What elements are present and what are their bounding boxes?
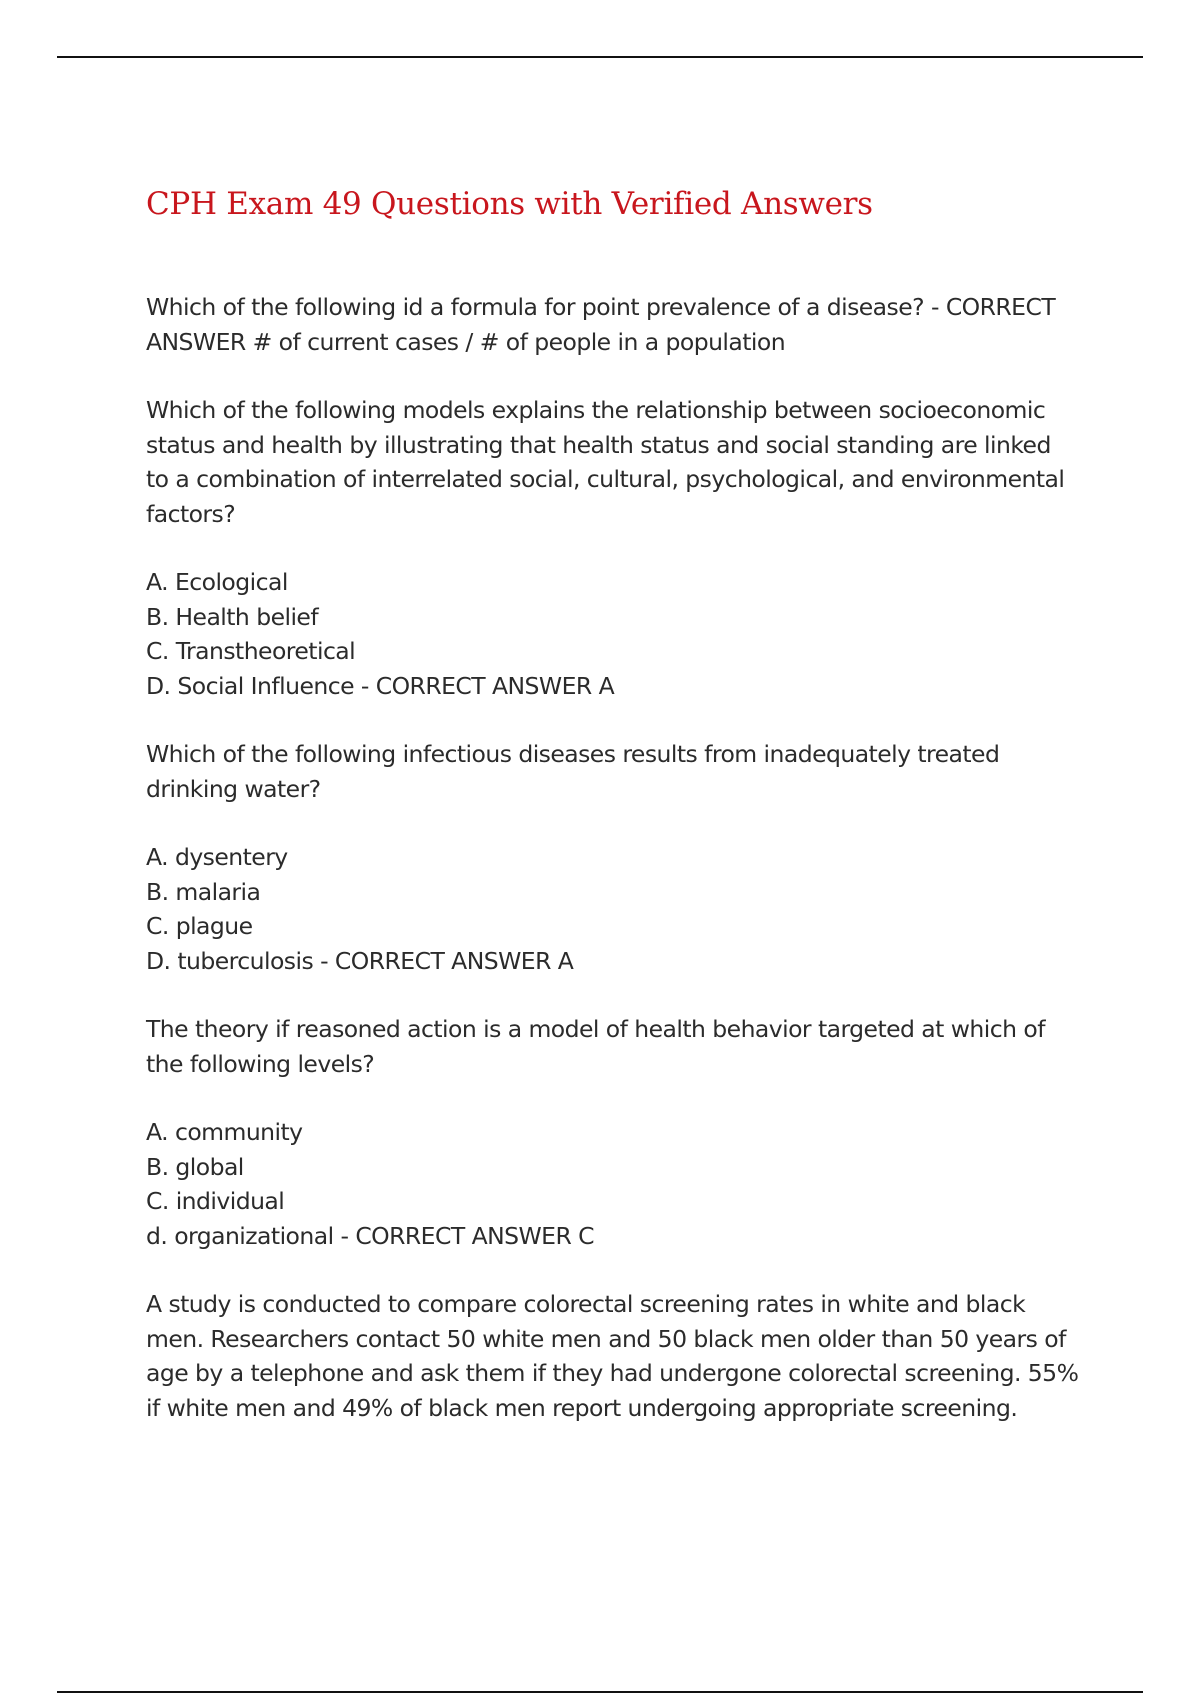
question-line: the following levels? [146, 1049, 375, 1078]
answer-option: B. global [146, 1152, 244, 1181]
question-line: factors? [146, 499, 236, 528]
answer-option: A. community [146, 1118, 303, 1147]
question-line: The theory if reasoned action is a model of health behavior targeted at which of [146, 1015, 1045, 1044]
answer-option: D. Social Influence - CORRECT ANSWER A [146, 671, 615, 700]
page-content [146, 184, 1086, 1459]
question-line: Which of the following models explains the relationship between socioeconomic [146, 396, 1046, 425]
question-line: Which of the following infectious diseases results from inadequately treated [146, 740, 1000, 769]
answer-options [146, 565, 1086, 703]
question-text [146, 393, 1086, 531]
question-text [146, 290, 1086, 359]
question-block-5 [146, 1287, 1086, 1425]
question-line: status and health by illustrating that health status and social standing are linked [146, 430, 1051, 459]
question-line: Which of the following id a formula for point prevalence of a disease? - CORRECT [146, 293, 1056, 322]
document-title: CPH Exam 49 Questions with Verified Answers [146, 186, 873, 222]
answer-option: D. tuberculosis - CORRECT ANSWER A [146, 946, 574, 975]
answer-option: C. plague [146, 912, 253, 941]
answer-option: C. individual [146, 1187, 285, 1216]
question-block-2 [146, 393, 1086, 703]
question-line: A study is conducted to compare colorectal screening rates in white and black [146, 1290, 1026, 1319]
question-line: to a combination of interrelated social, cultural, psychological, and environmental [146, 465, 1065, 494]
question-line: men. Researchers contact 50 white men and 50 black men older than 50 years of [146, 1324, 1066, 1353]
answer-option: B. malaria [146, 877, 261, 906]
answer-options [146, 840, 1086, 978]
answer-option: C. Transtheoretical [146, 637, 356, 666]
question-line: if white men and 49% of black men report undergoing appropriate screening. [146, 1393, 1018, 1422]
question-block-1 [146, 290, 1086, 359]
question-line: ANSWER # of current cases / # of people in a population [146, 327, 786, 356]
question-block-3 [146, 737, 1086, 978]
answer-option: A. dysentery [146, 843, 288, 872]
question-text [146, 737, 1086, 806]
question-text [146, 1287, 1086, 1425]
top-rule [57, 56, 1143, 58]
answer-options [146, 1115, 1086, 1253]
answer-option: d. organizational - CORRECT ANSWER C [146, 1221, 595, 1250]
question-block-4 [146, 1012, 1086, 1253]
question-line: drinking water? [146, 774, 321, 803]
question-text [146, 1012, 1086, 1081]
question-line: age by a telephone and ask them if they had undergone colorectal screening. 55% [146, 1359, 1079, 1388]
answer-option: A. Ecological [146, 568, 288, 597]
bottom-rule [57, 1691, 1143, 1693]
answer-option: B. Health belief [146, 602, 319, 631]
